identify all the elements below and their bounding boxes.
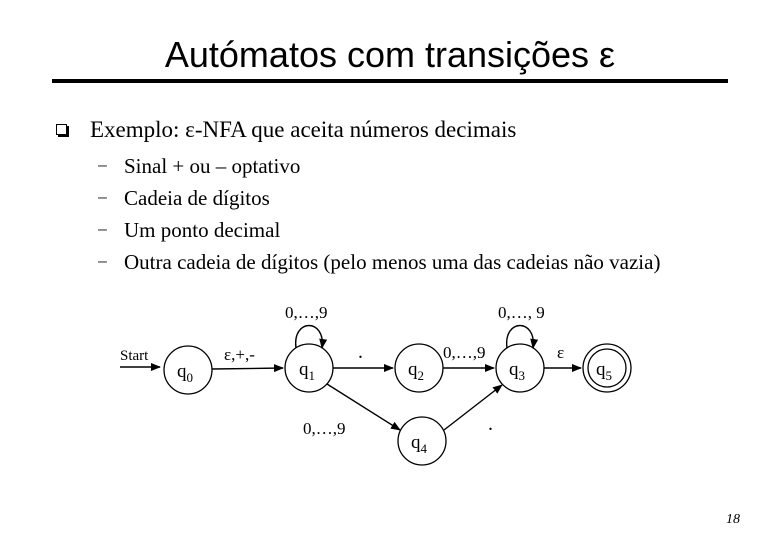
svg-text:q5	[596, 359, 612, 383]
state-subscript: 5	[605, 368, 612, 383]
state-label: q	[411, 432, 421, 453]
state-q1	[285, 344, 333, 392]
edge-label-q4-q3: .	[488, 413, 493, 435]
state-subscript: 3	[518, 368, 525, 383]
slide-title: Autómatos com transições ε	[164, 34, 616, 75]
state-subscript: 1	[308, 368, 315, 383]
edge-label-q3-loop: 0,…, 9	[498, 303, 545, 322]
svg-text:q3	[509, 359, 525, 383]
edge-label-q1-loop: 0,…,9	[285, 303, 328, 322]
state-label: q	[596, 359, 606, 380]
state-subscript: 2	[417, 368, 424, 383]
dash-bullet-icon: –	[98, 221, 107, 238]
edge-label-q0-q1: ε,+,-	[224, 345, 255, 364]
edge-label-q3-q5: ε	[557, 343, 565, 362]
state-label: q	[509, 359, 519, 380]
edge-label-q1-q2: .	[358, 341, 363, 363]
state-q3	[496, 344, 544, 392]
sub-item-text: Um ponto decimal	[124, 218, 281, 242]
state-q0	[164, 346, 212, 394]
sub-item-text: Sinal + ou – optativo	[124, 154, 301, 178]
state-label: q	[408, 359, 418, 380]
svg-text:q0	[177, 361, 193, 385]
state-label: q	[177, 361, 187, 382]
svg-text:q4	[411, 432, 428, 456]
edge-label-q2-q3: 0,…,9	[443, 343, 486, 362]
state-subscript: 0	[186, 370, 193, 385]
dash-bullet-icon: –	[98, 157, 107, 174]
edge-q4-q3	[444, 385, 502, 430]
sub-item-text: Outra cadeia de dígitos (pelo menos uma das cadeias não vazia)	[124, 250, 661, 274]
page-number: 18	[726, 512, 740, 527]
state-q2	[395, 344, 443, 392]
main-bullet-text: Exemplo: ε-NFA que aceita números decimais	[90, 117, 517, 142]
svg-text:q2	[408, 359, 424, 383]
state-subscript: 4	[420, 441, 427, 456]
edge-label-q1-q4: 0,…,9	[303, 419, 346, 438]
state-q5-accepting	[583, 344, 631, 392]
state-q4	[398, 417, 446, 465]
state-label: q	[299, 359, 309, 380]
svg-text:q1	[299, 359, 315, 383]
start-label: Start	[120, 348, 149, 364]
dash-bullet-icon: –	[98, 253, 107, 270]
edge-q0-q1	[212, 368, 283, 369]
sub-item-text: Cadeia de dígitos	[124, 186, 270, 210]
dash-bullet-icon: –	[98, 189, 107, 206]
